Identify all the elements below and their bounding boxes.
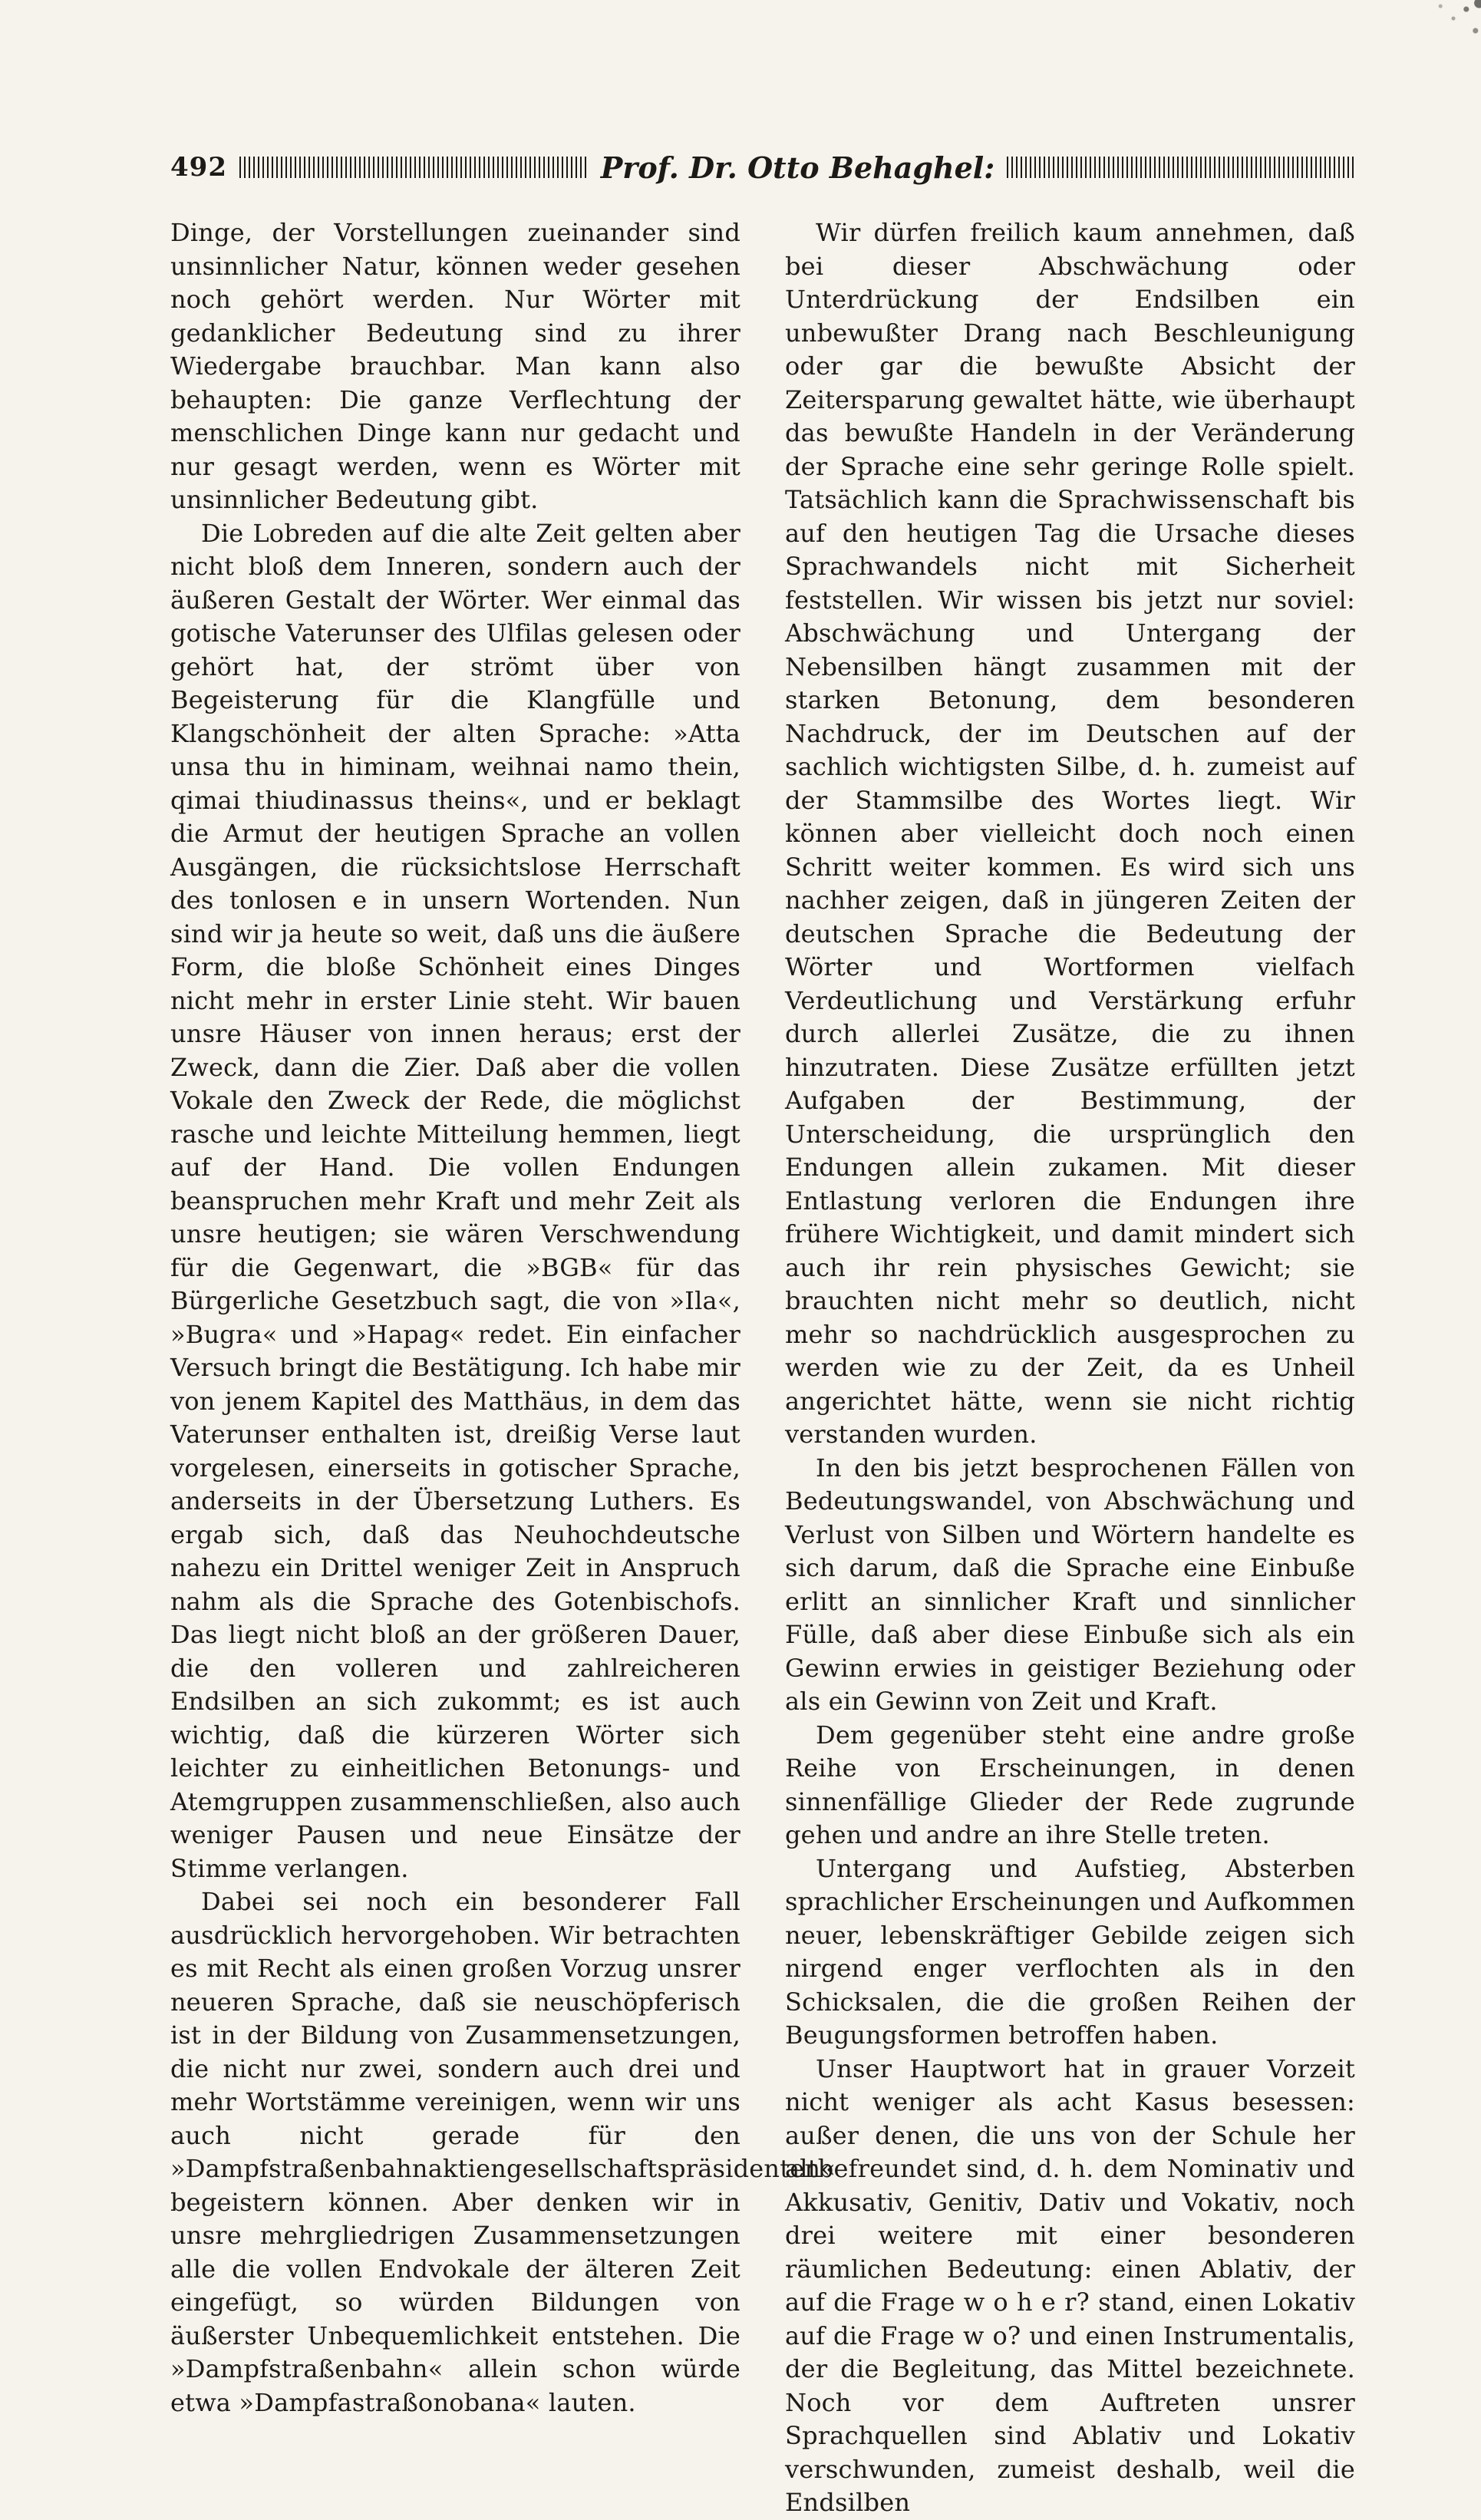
paragraph: Wir dürfen freilich kaum annehmen, daß bei dieser Abschwächung oder Unterdrückung der Endsilben ein unbewußter Drang nach Beschleunigung oder gar die bewußte Absicht der Zeitersparung gewaltet hätte, wie überhaupt das bewußte Handeln in der Veränderung der Sprache eine sehr geringe Rolle spielt. Tatsächlich kann die Sprachwissenschaft bis auf den heutigen Tag die Ursache dieses Sprachwandels nicht mit Sicherheit feststellen. Wir wissen bis jetzt nur soviel: Abschwächung und Untergang der Nebensilben hängt zusammen mit der starken Betonung, dem besonderen Nachdruck, der im Deutschen auf der sachlich wichtigsten Silbe, d. h. zumeist auf der Stammsilbe des Wortes liegt. Wir können aber vielleicht doch noch einen Schritt weiter kommen. Es wird sich uns nachher zeigen, daß in jüngeren Zeiten der deutschen Sprache die Bedeutung der Wörter und Wortformen vielfach Verdeutlichung und Verstärkung erfuhr durch allerlei Zusätze, die zu ihnen hinzutraten. Diese Zusätze erfüllten jetzt Aufgaben der Bestimmung, der Unterscheidung, die ursprünglich den Endungen allein zukamen. Mit dieser Entlastung verloren die Endungen ihre frühere Wichtigkeit, und damit mindert sich auch ihr rein physisches Gewicht; sie brauchten nicht mehr so deutlich, nicht mehr so nachdrücklich ausgesprochen zu werden wie zu der Zeit, da es Unheil angerichtet hätte, wenn sie nicht richtig verstanden wurden. xyxy=(785,218,1355,1449)
paragraph: Unser Hauptwort hat in grauer Vorzeit nicht weniger als acht Kasus besessen: außer denen, die uns von der Schule her altbefreundet sind, d. h. dem Nominativ und Akkusativ, Genitiv, Dativ und Vokativ, noch drei weitere mit einer besonderen räumlichen Bedeutung: einen Ablativ, der auf die Frage w o h e r? stand, einen Lokativ auf die Frage w o? und einen Instrumentalis, der die Begleitung, das Mittel bezeichnete. Noch vor dem Auftreten unsrer Sprachquellen sind Ablativ und Lokativ verschwunden, zumeist deshalb, weil die Endsilben xyxy=(785,2053,1355,2517)
header-rule-left xyxy=(239,157,589,178)
header-rule-right xyxy=(1007,157,1356,178)
page-number: 492 xyxy=(170,152,227,183)
paragraph: Dinge, der Vorstellungen zueinander sind unsinnlicher Natur, können weder gesehen noch gehört werden. Nur Wörter mit gedanklicher Bedeutung sind zu ihrer Wiedergabe brauchbar. Man kann also behaupten: Die ganze Verflechtung der menschlichen Dinge kann nur gedacht und nur gesagt werden, wenn es Wörter mit unsinnlicher Bedeutung gibt. xyxy=(170,218,740,514)
paragraph: Dem gegenüber steht eine andre große Reihe von Erscheinungen, in denen sinnenfällige Glieder der Rede zugrunde gehen und andre an ihre Stelle treten. xyxy=(785,1720,1355,1849)
right-column xyxy=(785,216,1355,2517)
paragraph: In den bis jetzt besprochenen Fällen von Bedeutungswandel, von Abschwächung und Verlust von Silben und Wörtern handelte es sich darum, daß die Sprache eine Einbuße erlitt an sinnlicher Kraft und sinnlicher Fülle, daß aber diese Einbuße sich als ein Gewinn erwies in geistiger Beziehung oder als ein Gewinn von Zeit und Kraft. xyxy=(785,1453,1355,1716)
paragraph: Untergang und Aufstieg, Absterben sprachlicher Erscheinungen und Aufkommen neuer, lebenskräftiger Gebilde zeigen sich nirgend enger verflochten als in den Schicksalen, die die großen Reihen der Beugungsformen betroffen haben. xyxy=(785,1853,1355,2050)
scan-noise xyxy=(1297,0,1481,153)
paragraph: Die Lobreden auf die alte Zeit gelten aber nicht bloß dem Inneren, sondern auch der äußeren Gestalt der Wörter. Wer einmal das gotische Vaterunser des Ulfilas gelesen oder gehört hat, der strömt über von Begeisterung für die Klangfülle und Klangschönheit der alten Sprache: »Atta unsa thu in himinam, weihnai namo thein, qimai thiudinassus theins«, und er beklagt die Armut der heutigen Sprache an vollen Ausgängen, die rücksichtslose Herrschaft des tonlosen e in unsern Wortenden. Nun sind wir ja heute so weit, daß uns die äußere Form, die bloße Schönheit eines Dinges nicht mehr in erster Linie steht. Wir bauen unsre Häuser von innen heraus; erst der Zweck, dann die Zier. Daß aber die vollen Vokale den Zweck der Rede, die möglichst rasche und leichte Mitteilung hemmen, liegt auf der Hand. Die vollen Endungen beanspruchen mehr Kraft und mehr Zeit als unsre heutigen; sie wären Verschwendung für die Gegenwart, die »BGB« für das Bürgerliche Gesetzbuch sagt, die von »Ila«, »Bugra« und »Hapag« redet. Ein einfacher Versuch bringt die Bestätigung. Ich habe mir von jenem Kapitel des Matthäus, in dem das Vaterunser enthalten ist, dreißig Verse laut vorgelesen, einerseits in gotischer Sprache, anderseits in der Übersetzung Luthers. Es ergab sich, daß das Neuhochdeutsche nahezu ein Drittel weniger Zeit in Anspruch nahm als die Sprache des Gotenbischofs. Das liegt nicht bloß an der größeren Dauer, die den volleren und zahlreicheren Endsilben an sich zukommt; es ist auch wichtig, daß die kürzeren Wörter sich leichter zu einheitlichen Betonungs- und Atemgruppen zusammenschließen, also auch weniger Pausen und neue Einsätze der Stimme verlangen. xyxy=(170,518,740,1883)
running-title: Prof. Dr. Otto Behaghel: xyxy=(600,150,995,185)
running-header xyxy=(170,144,1356,190)
left-column xyxy=(170,216,836,2417)
paragraph: Dabei sei noch ein besonderer Fall ausdrücklich hervorgehoben. Wir betrachten es mit Recht als einen großen Vorzug unsrer neueren Sprache, daß sie neuschöpferisch ist in der Bildung von Zusammensetzungen, die nicht nur zwei, sondern auch drei und mehr Wortstämme vereinigen, wenn wir uns auch nicht gerade für den »Dampfstraßenbahnaktiengesellschaftspräsidenten« begeistern können. Aber denken wir in unsre mehrgliedrigen Zusammensetzungen alle die vollen Endvokale der älteren Zeit eingefügt, so würden Bildungen von äußerster Unbequemlichkeit entstehen. Die »Dampfstraßenbahn« allein schon würde etwa »Dampfastraßonobana« lauten. xyxy=(170,1887,836,2417)
text-columns xyxy=(170,216,1356,2517)
